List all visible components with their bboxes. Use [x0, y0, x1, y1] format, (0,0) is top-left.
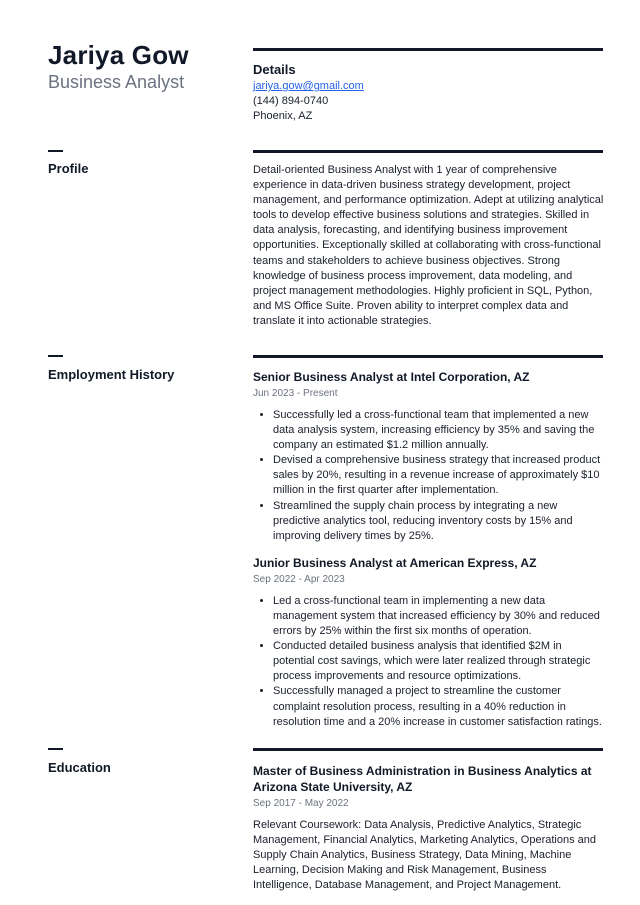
profile-heading: Profile: [48, 161, 89, 176]
profile-divider: [253, 150, 603, 153]
details-heading: Details: [253, 62, 296, 77]
job-bullet: • Successfully led a cross-functional team that implemented a new data analysis system, increasing efficiency by 35% and saving the company an estimated $1.2 million annually.: [273, 408, 605, 453]
job-dates: Jun 2023 - Present: [253, 388, 338, 399]
coursework: Relevant Coursework: Data Analysis, Predictive Analytics, Strategic Management, Financial Analytics, Marketing Analytics, Operations and Supply Chain Analytics, Business Strategy, Data Mining, Machine Learning, Decision Making and Risk Management, Business Intelligence, Database Management, and Project Management.: [253, 819, 597, 892]
job-entry: [253, 369, 605, 544]
employment-heading: Employment History: [48, 367, 175, 382]
employment-divider: [253, 355, 603, 358]
job-dates: Sep 2022 - Apr 2023: [253, 573, 345, 585]
details-section: [253, 62, 605, 124]
education-tick: [48, 748, 63, 750]
phone-number: (144) 894-0740: [253, 95, 329, 108]
job-title: Senior Business Analyst at Intel Corporation, AZ: [253, 370, 530, 384]
job-bullet: • Successfully managed a project to streamline the customer complaint resolution process, resulting in a 40% reduction in resolution time and a 20% increase in customer satisfaction ratings.: [273, 684, 605, 729]
job-title: Junior Business Analyst at American Express, AZ: [253, 555, 537, 570]
profile-text: Detail-oriented Business Analyst with 1 year of comprehensive experience in data-driven business strategy development, project management, and performance optimization. Adept at utilizing analytical tools to develop effective business solutions and strategies. Skilled in data analysis, forecasting, and identifying business improvement opportunities. Exceptionally skilled at collaborating with cross-functional teams and stakeholders to achieve business objectives. Strong knowledge of business process improvement, data modeling, and project management methodologies. Highly proficient in SQL, Python, and MS Office Suite. Proven ability to interpret complex data and translate it into actionable strategies.: [253, 164, 604, 327]
employment-tick: [48, 355, 63, 357]
candidate-title: Business Analyst: [48, 72, 185, 92]
education-heading: Education: [48, 760, 111, 775]
job-bullets: [253, 594, 605, 730]
profile-tick: [48, 150, 63, 152]
education-dates: Sep 2017 - May 2022: [253, 798, 349, 809]
job-bullets: [253, 408, 605, 544]
details-divider: [253, 48, 603, 51]
job-entry: [253, 555, 605, 730]
education-section: [253, 763, 605, 893]
degree-title: Master of Business Administration in Business Analytics at Arizona State University, AZ: [253, 764, 592, 794]
location: Phoenix, AZ: [253, 110, 313, 123]
employment-section: [253, 369, 605, 730]
job-bullet: • Led a cross-functional team in implementing a new data management system that increased efficiency by 30% and reduced errors by 25% within the first six months of operation.: [273, 594, 605, 639]
education-divider: [253, 748, 603, 751]
job-bullet: • Devised a comprehensive business strategy that increased product sales by 20%, resulting in a revenue increase of approximately $10 million in the first quarter after implementation.: [273, 453, 605, 498]
candidate-name: Jariya Gow: [48, 40, 189, 70]
job-bullet: • Streamlined the supply chain process by integrating a new predictive analytics tool, reducing inventory costs by 15% and improving delivery times by 25%.: [273, 499, 605, 544]
job-bullet: • Conducted detailed business analysis that identified $2M in potential cost savings, which were later realized through strategic process improvements and resource optimizations.: [273, 639, 605, 684]
email-link[interactable]: jariya.gow@gmail.com: [253, 80, 364, 93]
